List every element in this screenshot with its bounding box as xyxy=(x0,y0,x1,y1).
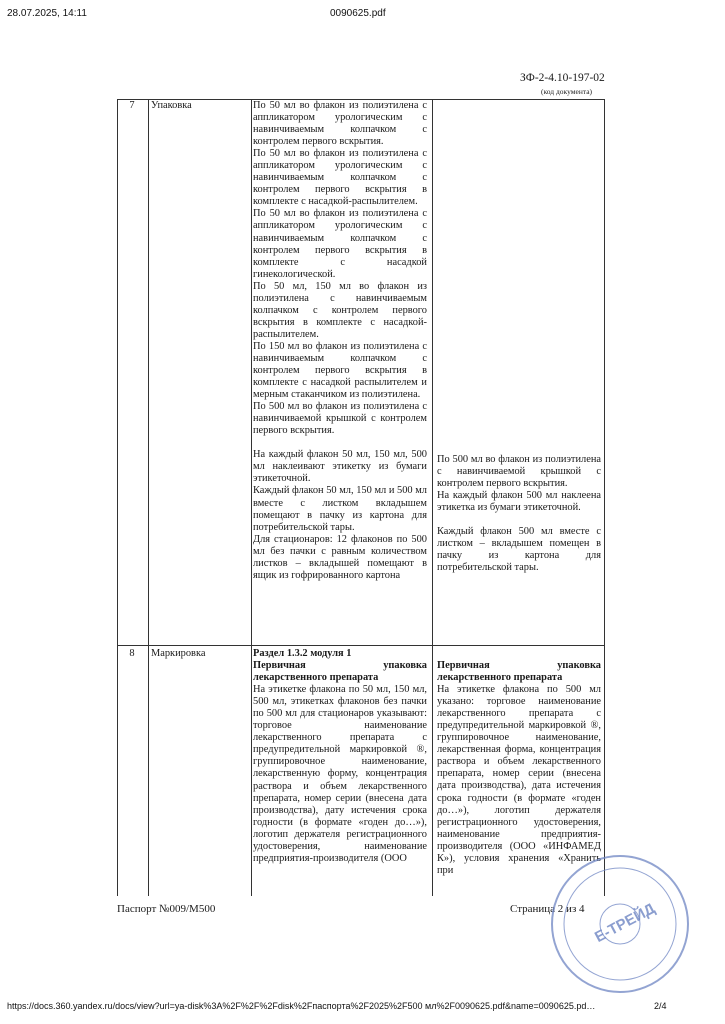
packaging-paragraph: Каждый флакон 500 мл вместе с листком – вкладышем помещен в пачку из картона для потребительской тары. xyxy=(437,526,601,574)
packaging-paragraph: По 50 мл во флакон из полиэтилена с аппликатором урологическим с навинчиваемым колпачком с контролем первого вскрытия в комплекте с насадкой-распылителем. xyxy=(253,148,427,208)
packaging-paragraph: По 50 мл, 150 мл во флакон из полиэтилена с навинчиваемым колпачком с контролем первого вскрытия в комплекте с насадкой-распылителем. xyxy=(253,280,427,340)
marking-paragraph: На этикетке флакона по 500 мл указано: торговое наименование лекарственного препарата с предупредительной маркировкой ®, группировочное наименование, лекарственная форма, концентрация раствора и объем лекарственного препарата, номер серии (внесена дата производства), дата истечения срока годности (в формате «годен до…»), логотип держателя регистрационного удостоверения, наименование предприятия-производителя (ООО «ИНФАМЕД К»), условия хранения «Хранить при xyxy=(437,684,601,876)
specification-table xyxy=(117,99,605,896)
column-divider xyxy=(432,99,433,896)
subheading: Первичная упаковка xyxy=(437,660,601,671)
packaging-paragraph: Для стационаров: 12 флаконов по 500 мл без пачки с равным количеством листков – вкладышей помещают в ящик из гофрированного картона xyxy=(253,533,427,581)
table-border-right xyxy=(604,99,605,896)
marking-paragraph: На этикетке флакона по 50 мл, 150 мл, 500 мл, этикетках флаконов без пачки по 500 мл для стационаров указывают: торговое наименование лекарственного препарата с предупредительной маркировкой ®, группировочное наименование, лекарственную форму, концентрация раствора и объем лекарственного препарата, номер серии (внесена дата производства), дату истечения срока годности (в формате «годен до…»), логотип держателя регистрационного удостоверения, наименование предприятия-производителя (ООО xyxy=(253,684,427,864)
stamp-seal-icon xyxy=(538,846,725,996)
print-url: https://docs.360.yandex.ru/docs/view?url=ya-disk%3A%2F%2F%2Fdisk%2Fпаспорта%2F2025%2F500 мл%2F0090625.pdf&name=0090625.pd… xyxy=(7,1001,596,1011)
packaging-paragraph: По 150 мл во флакон из полиэтилена с навинчиваемым колпачком с контролем первого вскрытия в комплекте с насадкой распылителем и мерным стаканчиком из полиэтилена. xyxy=(253,340,427,401)
subheading: лекарственного препарата xyxy=(437,672,563,684)
passport-number: Паспорт №009/М500 xyxy=(117,903,216,915)
table-border-left xyxy=(117,99,118,896)
print-page: 2/4 xyxy=(654,1001,667,1011)
row-number: 7 xyxy=(129,100,135,111)
packaging-paragraph: По 50 мл во флакон из полиэтилена с аппликатором урологическим с навинчиваемым колпачком с контролем первого вскрытия в комплекте с насадкой гинекологической. xyxy=(253,208,427,280)
packaging-actual xyxy=(437,454,601,574)
stamp-text: Е-ТРЕЙД xyxy=(591,900,658,946)
document-code: ЗФ-2-4.10-197-02 xyxy=(520,72,605,84)
page-number: Страница 2 из 4 xyxy=(510,903,585,915)
column-divider xyxy=(251,99,252,896)
section-reference: Раздел 1.3.2 модуля 1 xyxy=(253,648,352,659)
marking-russia xyxy=(253,648,427,865)
packaging-paragraph: Каждый флакон 50 мл, 150 мл и 500 мл вместе с листком вкладышем помещают в пачку из картона для потребительской тары. xyxy=(253,485,427,533)
packaging-paragraph: На каждый флакон 500 мл наклеена этикетка из бумаги этикеточной. xyxy=(437,490,601,514)
print-datetime: 28.07.2025, 14:11 xyxy=(7,8,87,19)
print-filename: 0090625.pdf xyxy=(330,8,386,19)
packaging-paragraph: На каждый флакон 50 мл, 150 мл, 500 мл наклеивают этикетку из бумаги этикеточной. xyxy=(253,449,427,485)
subheading: Первичная упаковка xyxy=(253,660,427,672)
row-separator xyxy=(117,645,605,646)
packaging-paragraph: По 500 мл во флакон из полиэтилена с навинчиваемой крышкой с контролем первого вскрытия. xyxy=(437,454,601,490)
packaging-paragraph: По 50 мл во флакон из полиэтилена с аппликатором урологическим с навинчиваемым колпачком с контролем первого вскрытия. xyxy=(253,100,427,148)
packaging-russia xyxy=(253,100,427,582)
packaging-paragraph: По 500 мл во флакон из полиэтилена с навинчиваемой крышкой с контролем первого вскрытия. xyxy=(253,401,427,437)
row-number: 8 xyxy=(129,648,135,659)
document-code-note: (код документа) xyxy=(541,87,593,96)
column-divider xyxy=(148,99,149,896)
subheading: лекарственного препарата xyxy=(253,672,379,684)
row-name: Маркировка xyxy=(151,648,206,659)
row-name: Упаковка xyxy=(151,100,192,111)
marking-actual xyxy=(437,660,601,877)
